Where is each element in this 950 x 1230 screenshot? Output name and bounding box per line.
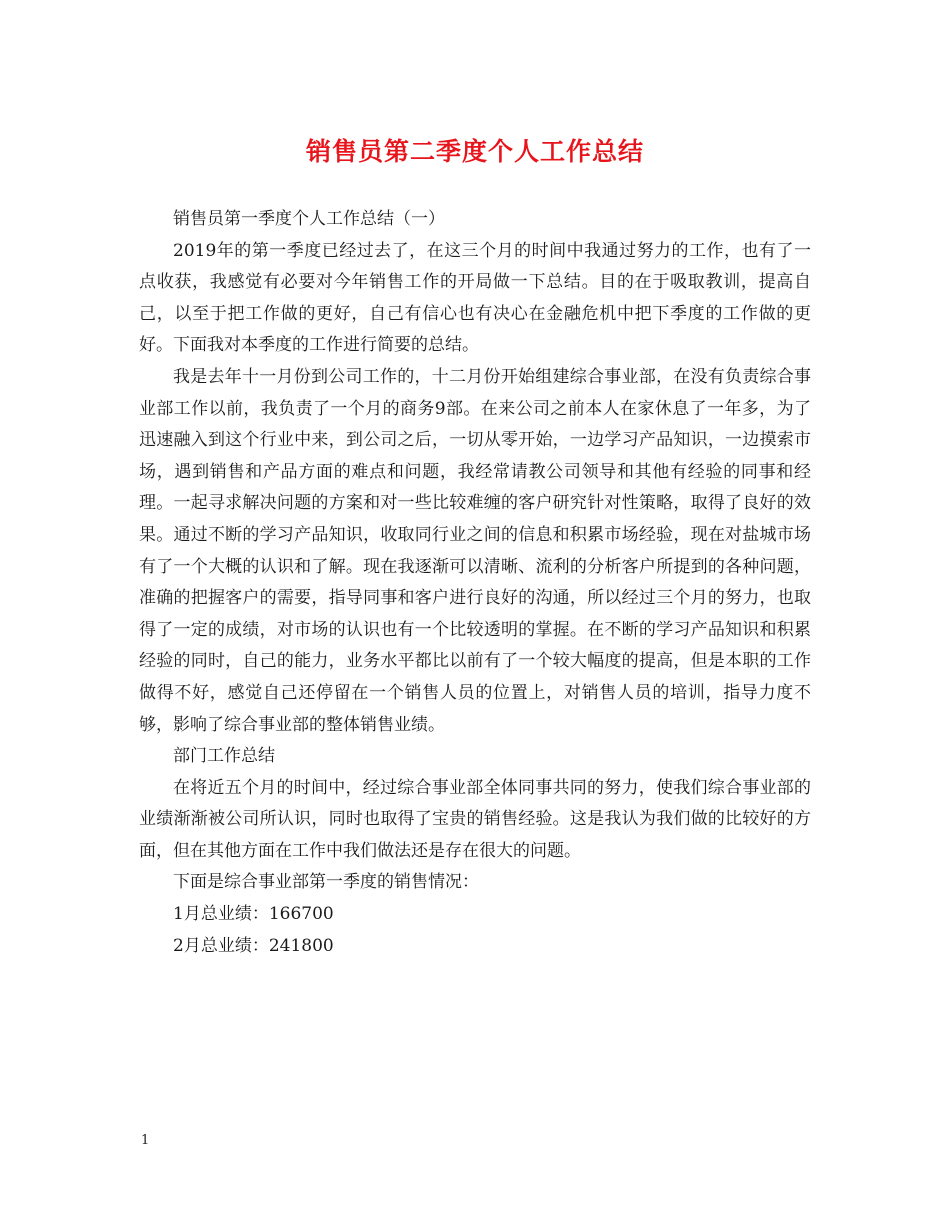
page-number: 1 [141,1133,150,1148]
paragraph-department-summary: 在将近五个月的时间中，经过综合事业部全体同事共同的努力，使我们综合事业部的业绩渐渐被公司所认识，同时也取得了宝贵的销售经验。这是我认为我们做的比较好的方面，但在其他方面在工作中我们做法还是存在很大的问题。 [139,777,811,861]
section-heading-department: 部门工作总结 [173,746,275,767]
paragraph-personal-summary: 我是去年十一月份到公司工作的，十二月份开始组建综合事业部，在没有负责综合事业部工作以前，我负责了一个月的商务9部。在来公司之前本人在家休息了一年多，为了迅速融入到这个行业中来，到公司之后，一切从零开始，一边学习产品知识，一边摸索市场，遇到销售和产品方面的难点和问题，我经常请教公司领导和其他有经验的同事和经理。一起寻求解决问题的方案和对一些比较难缠的客户研究针对性策略，取得了良好的效果。通过不断的学习产品知识，收取同行业之间的信息和积累市场经验，现在对盐城市场有了一个大概的认识和了解。现在我逐渐可以清晰、流利的分析客户所提到的各种问题，准确的把握客户的需要，指导同事和客户进行良好的沟通，所以经过三个月的努力，也取得了一定的成绩，对市场的认识也有一个比较透明的掌握。在不断的学习产品知识和积累经验的同时，自己的能力，业务水平都比以前有了一个较大幅度的提高，但是本职的工作做得不好，感觉自己还停留在一个销售人员的位置上，对销售人员的培训，指导力度不够，影响了综合事业部的整体销售业绩。 [139,366,811,735]
paragraph-sales-intro: 下面是综合事业部第一季度的销售情况： [173,872,479,893]
paragraph-subtitle: 销售员第一季度个人工作总结（一） [173,209,445,229]
document-body [139,204,811,962]
sales-february: 2月总业绩：241800 [173,935,334,956]
paragraph-intro: 2019年的第一季度已经过去了，在这三个月的时间中我通过努力的工作，也有了一点收获，我感觉有必要对今年销售工作的开局做一下总结。目的在于吸取教训，提高自己，以至于把工作做的更好，自己有信心也有决心在金融危机中把下季度的工作做的更好。下面我对本季度的工作进行简要的总结。 [139,240,811,356]
document-title: 销售员第二季度个人工作总结 [305,137,644,166]
sales-january: 1月总业绩：166700 [173,904,334,925]
